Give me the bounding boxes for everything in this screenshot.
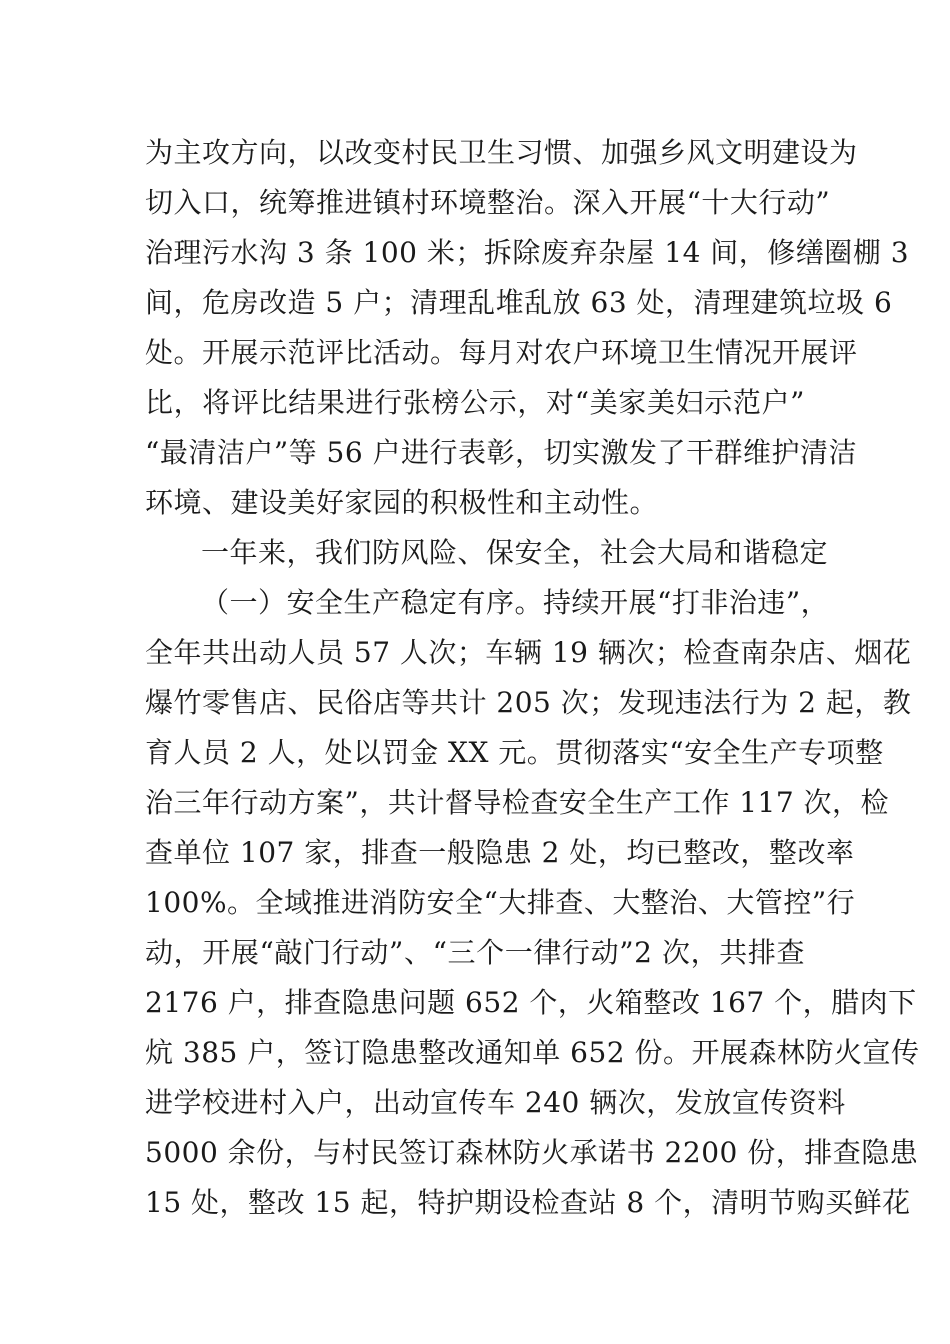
text-line: 育人员 2 人，处以罚金 XX 元。贯彻落实“安全生产专项整 [145,736,884,769]
text-line: 为主攻方向，以改变村民卫生习惯、加强乡风文明建设为 [145,136,858,169]
text-line: 100%。全域推进消防安全“大排查、大整治、大管控”行 [145,886,856,919]
text-line: 治三年行动方案”，共计督导检查安全生产工作 117 次，检 [145,786,890,819]
text-line: 全年共出动人员 57 人次；车辆 19 辆次；检查南杂店、烟花 [145,636,912,669]
text-line: 进学校进村入户，出动宣传车 240 辆次，发放宣传资料 [145,1086,846,1119]
section-heading: 一年来，我们防风险、保安全，社会大局和谐稳定 [201,536,829,569]
text-line: 爆竹零售店、民俗店等共计 205 次；发现违法行为 2 起，教 [145,686,912,719]
text-line: 治理污水沟 3 条 100 米；拆除废弃杂屋 14 间，修缮圈棚 3 [145,236,910,269]
text-line: 间，危房改造 5 户；清理乱堆乱放 63 处，清理建筑垃圾 6 [145,286,893,319]
text-line: 查单位 107 家，排查一般隐患 2 处，均已整改，整改率 [145,836,855,869]
text-line: 动，开展“敲门行动”、“三个一律行动”2 次，共排查 [145,936,805,969]
text-line: 2176 户，排查隐患问题 652 个，火箱整改 167 个，腊肉下 [145,986,917,1019]
body-text [145,128,920,1228]
text-line: 15 处，整改 15 起，特护期设检查站 8 个，清明节购买鲜花 [145,1186,911,1219]
text-line: 处。开展示范评比活动。每月对农户环境卫生情况开展评 [145,336,858,369]
text-line: 5000 余份，与村民签订森林防火承诺书 2200 份，排查隐患 [145,1136,919,1169]
text-line: （一）安全生产稳定有序。持续开展“打非治违”， [201,586,830,619]
text-line: 环境、建设美好家园的积极性和主动性。 [145,486,659,519]
text-line: 炕 385 户，签订隐患整改通知单 652 份。开展森林防火宣传 [145,1036,920,1069]
text-line: 切入口，统筹推进镇村环境整治。深入开展“十大行动” [145,186,831,219]
text-line: “最清洁户”等 56 户进行表彰，切实激发了干群维护清洁 [145,436,858,469]
text-line: 比，将评比结果进行张榜公示，对“美家美妇示范户” [145,386,805,419]
